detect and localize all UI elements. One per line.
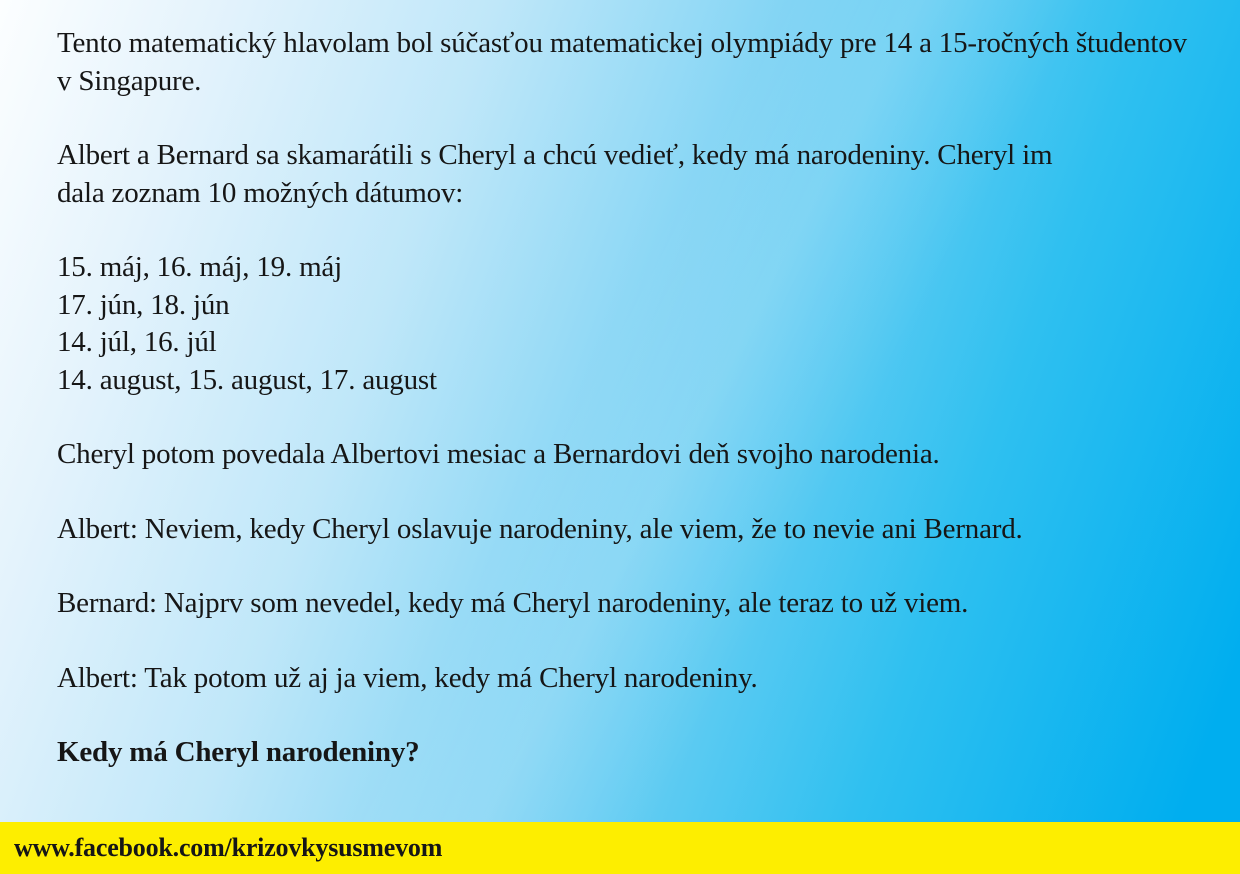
dates-may: 15. máj, 16. máj, 19. máj — [57, 251, 342, 283]
setup-paragraph — [57, 137, 1220, 212]
final-question — [57, 734, 1220, 772]
intro-line-1: Tento matematický hlavolam bol súčasťou matematickej olympiády pre 14 a 15-ročných študentov — [57, 27, 1187, 59]
footer-bar — [0, 822, 1240, 874]
final-question-line: Kedy má Cheryl narodeniny? — [57, 736, 420, 768]
intro-line-2: v Singapure. — [57, 64, 202, 97]
puzzle-text-block — [57, 25, 1220, 809]
cheryl-statement-line: Cheryl potom povedala Albertovi mesiac a Bernardovi deň svojho narodenia. — [57, 438, 940, 470]
cheryl-statement — [57, 436, 1220, 474]
albert-statement-1 — [57, 511, 1220, 549]
bernard-statement-line: Bernard: Najprv som nevedel, kedy má Cheryl narodeniny, ale teraz to už viem. — [57, 587, 969, 619]
setup-line-1: Albert a Bernard sa skamarátili s Cheryl a chcú vedieť, kedy má narodeniny. Cheryl im — [57, 139, 1053, 171]
dates-june: 17. jún, 18. jún — [57, 288, 230, 321]
dates-august: 14. august, 15. august, 17. august — [57, 363, 437, 396]
facebook-url-text: www.facebook.com/krizovkysusmevom — [14, 833, 443, 862]
albert-statement-2-line: Albert: Tak potom už aj ja viem, kedy má Cheryl narodeniny. — [57, 661, 758, 694]
albert-statement-2 — [57, 660, 1220, 698]
dates-list — [57, 249, 1220, 399]
bernard-statement — [57, 585, 1220, 623]
setup-line-2: dala zoznam 10 možných dátumov: — [57, 176, 464, 209]
intro-paragraph — [57, 25, 1220, 100]
albert-statement-1-line: Albert: Neviem, kedy Cheryl oslavuje narodeniny, ale viem, že to nevie ani Bernard. — [57, 512, 1023, 545]
dates-july: 14. júl, 16. júl — [57, 326, 217, 358]
